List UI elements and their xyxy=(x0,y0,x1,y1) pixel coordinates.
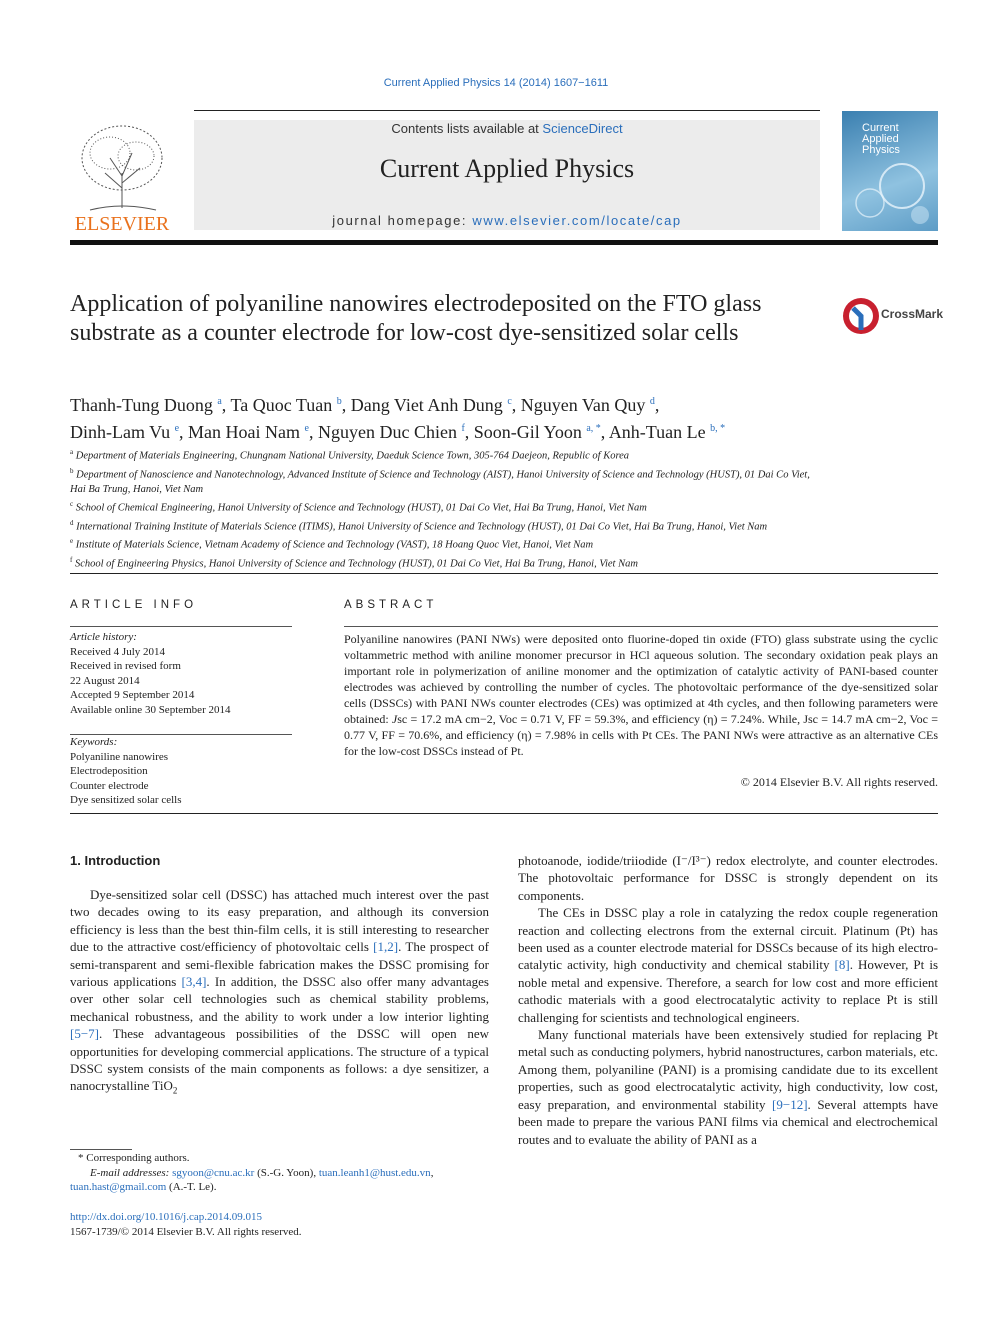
journal-citation[interactable]: Current Applied Physics 14 (2014) 1607−1611 xyxy=(383,77,609,89)
corresponding-note: * Corresponding authors. xyxy=(78,1152,190,1164)
citation-link[interactable]: [8] xyxy=(834,957,850,973)
author[interactable]: Soon-Gil Yoon $^{a, *}$ xyxy=(473,422,601,442)
cover-title: Current Applied Physics xyxy=(862,122,900,156)
body-column-left: Dye-sensitized solar cell (DSSC) has attached much interest over the past two decades owing to its easy preparation, and although its conversion efficiency is less than the best thin-film cells, it is still interesting to researcher due to the attractive cost/efficiency of photovoltaic cells [1,2]. The prospect of semi-transparent and semi-flexible fabrication makes the DSSC promising for various applications [3,4]. In addition, the DSSC also offer many advantages over other solar cell technologies such as chemical stability problems, mechanical robustness, and the ability to work under a low interior lighting [5−7]. These advantageous possibilities of the DSSC will open new opportunities for developing commercial applications. The structure of a typical DSSC system consists of the main components as follows: a dye sensitizer, a nanocrystalline TiO$_2$ xyxy=(70,887,489,1097)
author[interactable]: Dang Viet Anh Dung $^c$ xyxy=(350,395,512,415)
footnotes: * Corresponding authors. E-mail addresses: sgyoon@cnu.ac.kr (S.-G. Yoon), tuan.leanh1@hust.edu.vn, tuan.hast@gmail.com (A.-T. Le). xyxy=(70,1151,490,1195)
elsevier-logo xyxy=(70,118,174,234)
article-history: Article history: Received 4 July 2014 Received in revised form 22 August 2014 Accepted 9 September 2014 Available online 30 September 2014 xyxy=(70,631,231,716)
crossmark-label: CrossMark xyxy=(881,307,944,321)
journal-homepage: journal homepage: www.elsevier.com/locate/cap xyxy=(332,213,682,228)
paragraph: photoanode, iodide/triiodide (I⁻/I³⁻) redox electrolyte, and counter electrodes. The photovoltaic performance for DSSC is strongly dependent on its components. xyxy=(518,853,938,903)
abstract-text: Polyaniline nanowires (PANI NWs) were deposited onto fluorine-doped tin oxide (FTO) glass substrate using the cyclic voltammetric method with aniline monomer precursor in HCl aqueous solution. The secondary oxidation peak plays an important role in polymerization of aniline monomer and the optimization of catalytic activity of PANI-based counter electrodes was achieved by controlling the number of cycles. The photovoltaic performance of the dye-sensitized solar cells (DSSCs) with PANI NWs counter electrodes (CEs) was optimized at 4th cycles, and then following parameters were obtained: Jsc = 17.2 mA cm−2, Voc = 0.71 V, FF = 59.3%, and efficiency (η) = 7.24%. While, Jsc = 14.7 mA cm−2, Voc = 0.77 V, FF = 70.6%, and efficiency (η) = 7.98% in cells with Pt CEs. The PANI NWs were attractive as an alternative CEs for the low-cost DSSCs instead of Pt. xyxy=(344,632,938,758)
keyword: Polyaniline nanowires xyxy=(70,750,169,763)
author[interactable]: Thanh-Tung Duong $^a$ xyxy=(70,395,222,415)
affiliation: $^a$ Department of Materials Engineering, Chungnam National University, Daeduk Science Town, 305-764 Daejeon, Republic of Korea xyxy=(70,448,630,462)
elsevier-wordmark: ELSEVIER xyxy=(74,213,170,234)
author-list: Thanh-Tung Duong $^a$, Ta Quoc Tuan $^b$, Dang Viet Anh Dung $^c$, Nguyen Van Quy $^d$, Dinh-Lam Vu $^e$, Man Hoai Nam $^e$, Nguyen Duc Chien $^f$, Soon-Gil Yoon $^{a, *}$, Anh-Tuan Le $^{b, *}$ xyxy=(70,395,726,442)
email-link[interactable]: tuan.leanh1@hust.edu.vn xyxy=(318,1166,431,1179)
affiliation: $^c$ School of Chemical Engineering, Hanoi University of Science and Technology (HUST), 01 Dai Co Viet, Hai Ba Trung, Hanoi, Viet Nam xyxy=(70,499,647,514)
article-info-heading: ARTICLE INFO xyxy=(70,599,198,611)
author[interactable]: Anh-Tuan Le $^{b, *}$ xyxy=(608,422,726,442)
footnote-divider xyxy=(70,1149,132,1150)
keyword: Dye sensitized solar cells xyxy=(70,794,182,806)
sciencedirect-link[interactable]: ScienceDirect xyxy=(542,121,623,136)
author[interactable]: Nguyen Van Quy $^d$ xyxy=(520,395,655,415)
journal-name: Current Applied Physics xyxy=(379,154,635,183)
header-thick-rule xyxy=(70,240,938,245)
citation-link[interactable]: [3,4] xyxy=(181,974,207,990)
header-top-rule xyxy=(194,110,820,111)
keyword: Electrodeposition xyxy=(70,765,148,777)
paragraph: The CEs in DSSC play a role in catalyzing the redox couple regeneration reaction and collecting electrons from the external circuit. Platinum (Pt) has been used as a counter electrode material for DSSCs because of its high electro-catalytic activity, high conductivity and chemical stability [8]. However, Pt is noble metal and expensive. Therefore, a search for low cost and more efficient cathodic materials with a good electrocatalytic activity to replace Pt is still challenging for scientists and technological engineers. xyxy=(518,905,939,1025)
doi-link[interactable]: http://dx.doi.org/10.1016/j.cap.2014.09.015 xyxy=(70,1211,262,1223)
email-link[interactable]: sgyoon@cnu.ac.kr xyxy=(172,1166,255,1179)
journal-cover-image xyxy=(842,111,938,231)
affiliations xyxy=(70,445,820,572)
homepage-link[interactable]: www.elsevier.com/locate/cap xyxy=(472,213,682,228)
affiliation: $^e$ Institute of Materials Science, Vietnam Academy of Science and Technology (VAST), 18 Hoang Quoc Viet, Hanoi, Viet Nam xyxy=(70,537,594,551)
body-column-right xyxy=(518,852,938,1148)
divider xyxy=(70,573,938,574)
affiliation: $^f$ School of Engineering Physics, Hanoi University of Science and Technology (HUST), 01 Dai Co Viet, Hai Ba Trung, Hanoi, Viet Nam xyxy=(70,556,638,570)
crossmark-badge[interactable] xyxy=(841,296,944,336)
email-link[interactable]: tuan.hast@gmail.com xyxy=(70,1181,167,1193)
author[interactable]: Ta Quoc Tuan $^b$ xyxy=(230,395,342,415)
issn-line: 1567-1739/© 2014 Elsevier B.V. All rights reserved. xyxy=(70,1226,302,1238)
abstract-copyright: © 2014 Elsevier B.V. All rights reserved. xyxy=(740,775,938,789)
divider xyxy=(344,626,938,627)
article-title: Application of polyaniline nanowires electrodeposited on the FTO glass substrate as a counter electrode for low-cost dye-sensitized solar cells xyxy=(70,291,762,346)
citation-link[interactable]: [5−7] xyxy=(70,1026,99,1042)
contents-line: Contents lists available at ScienceDirect xyxy=(391,121,623,136)
divider xyxy=(70,813,938,814)
keyword: Counter electrode xyxy=(70,779,149,792)
paragraph: Many functional materials have been extensively studied for replacing Pt metal such as conducting polymers, hybrid nanostructures, carbon materials, etc. Among them, polyaniline (PANI) is a promising candidate due to its excellent properties, such as good electrocatalytic activity, high conductivity, low cost, easy preparation, and environmental stability [9−12]. Several attempts have been made to prepare the various PANI films via chemical and electrochemical routes and to evaluate the ability of PANI as a xyxy=(518,1027,938,1147)
author[interactable]: Man Hoai Nam $^e$ xyxy=(188,422,309,442)
crossmark-icon xyxy=(841,296,881,336)
citation-link[interactable]: [1,2] xyxy=(373,939,399,955)
divider xyxy=(70,626,292,627)
author[interactable]: Nguyen Duc Chien $^f$ xyxy=(317,422,465,442)
author[interactable]: Dinh-Lam Vu $^e$ xyxy=(70,422,180,442)
section-heading-introduction: 1. Introduction xyxy=(70,853,161,868)
affiliation: $^b$ Department of Nanoscience and Nanotechnology, Advanced Institute of Science and Technology (AIST), Hanoi University of Science and Technology (HUST), 01 Dai Co Viet, Hai Ba Trung, Hanoi, Viet Nam xyxy=(70,466,810,495)
keywords: Keywords: Polyaniline nanowires Electrodeposition Counter electrode Dye sensitized solar cells xyxy=(70,735,300,808)
abstract-heading: ABSTRACT xyxy=(344,599,438,611)
affiliation: $^d$ International Training Institute of Materials Science (ITIMS), Hanoi University of Science and Technology (HUST), 01 Dai Co Viet, Hai Ba Trung, Hanoi, Viet Nam xyxy=(70,518,768,533)
citation-link[interactable]: [9−12] xyxy=(772,1096,808,1112)
